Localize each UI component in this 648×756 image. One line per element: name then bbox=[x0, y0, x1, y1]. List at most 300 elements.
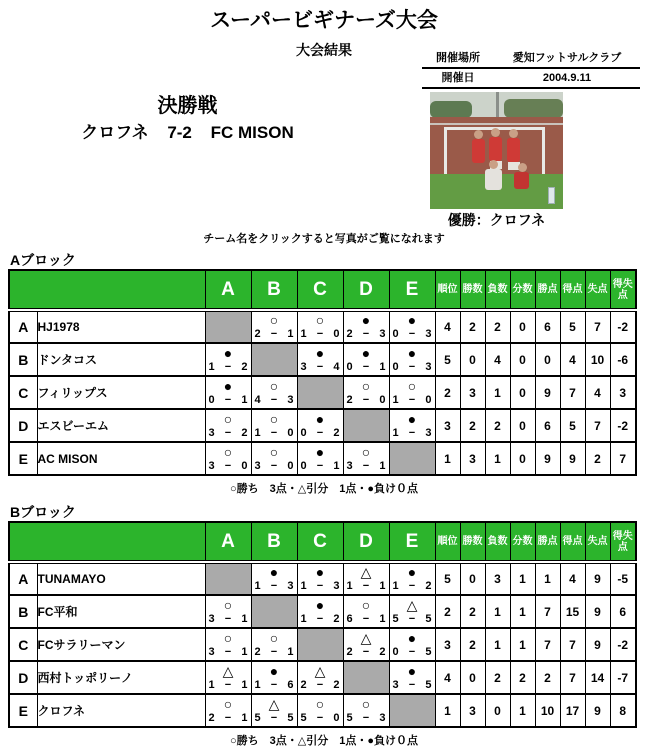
team-row bbox=[9, 442, 636, 475]
result-symbol: ○ bbox=[269, 630, 279, 646]
result-symbol: ○ bbox=[315, 696, 325, 712]
stat-value: 2 bbox=[485, 661, 510, 694]
stat-value: 6 bbox=[535, 409, 560, 442]
winner-caption: 優勝：クロフネ bbox=[447, 212, 546, 228]
column-header: E bbox=[389, 270, 435, 310]
score-dash: − bbox=[224, 427, 232, 439]
score-dash: − bbox=[362, 580, 370, 592]
score-left: 3 bbox=[254, 460, 261, 472]
column-header: A bbox=[205, 522, 251, 562]
score-right: 2 bbox=[333, 613, 340, 625]
match-result-cell bbox=[251, 376, 297, 409]
stat-value: 0 bbox=[460, 343, 485, 376]
score-dash: − bbox=[316, 580, 324, 592]
team-name-link[interactable]: ドンタコス bbox=[37, 353, 98, 367]
score-right: 3 bbox=[379, 712, 386, 724]
match-score bbox=[390, 679, 435, 693]
stat-value: 0 bbox=[485, 694, 510, 727]
match-score bbox=[298, 427, 343, 441]
score-right: 5 bbox=[425, 679, 432, 691]
score-left: 2 bbox=[346, 328, 353, 340]
score-left: 3 bbox=[208, 460, 215, 472]
score-right: 1 bbox=[241, 613, 248, 625]
stat-header: 勝点 bbox=[535, 522, 560, 562]
score-dash: − bbox=[270, 679, 278, 691]
page-subtitle: 大会結果 bbox=[296, 42, 352, 58]
score-dash: − bbox=[224, 679, 232, 691]
venue-value: 愛知フットサルクラブ bbox=[512, 52, 622, 64]
match-score bbox=[298, 712, 343, 726]
diagonal-cell bbox=[205, 310, 251, 343]
score-left: 3 bbox=[392, 679, 399, 691]
stat-value: -2 bbox=[610, 409, 636, 442]
stat-value: 7 bbox=[535, 595, 560, 628]
diagonal-cell bbox=[205, 562, 251, 595]
score-dash: − bbox=[408, 613, 416, 625]
stat-value: 9 bbox=[585, 595, 610, 628]
match-result-cell bbox=[297, 562, 343, 595]
score-dash: − bbox=[270, 460, 278, 472]
score-left: 3 bbox=[346, 460, 353, 472]
score-dash: − bbox=[362, 361, 370, 373]
column-header: C bbox=[297, 270, 343, 310]
stat-value: 4 bbox=[485, 343, 510, 376]
match-score bbox=[298, 361, 343, 375]
team-name-link[interactable]: FCサラリーマン bbox=[37, 638, 126, 652]
team-name-link[interactable]: AC MISON bbox=[37, 451, 98, 466]
stat-header: 分数 bbox=[510, 270, 535, 310]
result-symbol: ● bbox=[407, 411, 417, 427]
team-name-link[interactable]: TUNAMAYO bbox=[37, 572, 106, 586]
column-header: B bbox=[251, 270, 297, 310]
stat-value: 14 bbox=[585, 661, 610, 694]
stat-header: 得点 bbox=[560, 270, 585, 310]
team-name-link[interactable]: FC平和 bbox=[37, 605, 78, 619]
match-result-cell bbox=[343, 376, 389, 409]
score-right: 5 bbox=[287, 712, 294, 724]
stat-value: 10 bbox=[585, 343, 610, 376]
score-left: 4 bbox=[254, 394, 261, 406]
match-score bbox=[344, 613, 389, 627]
match-score bbox=[298, 679, 343, 693]
stat-value: 3 bbox=[435, 409, 460, 442]
match-result-cell bbox=[389, 310, 435, 343]
matrix-corner-cell bbox=[9, 270, 205, 310]
team-name-link[interactable]: クロフネ bbox=[37, 704, 86, 718]
stat-value: 2 bbox=[485, 310, 510, 343]
score-dash: − bbox=[362, 460, 370, 472]
match-result-cell bbox=[205, 694, 251, 727]
result-symbol: ○ bbox=[315, 312, 325, 328]
match-result-cell bbox=[297, 409, 343, 442]
stat-value: 1 bbox=[485, 376, 510, 409]
stat-value: 1 bbox=[535, 562, 560, 595]
stat-value: 2 bbox=[460, 628, 485, 661]
final-score-line bbox=[0, 122, 375, 144]
result-symbol: ○ bbox=[269, 444, 279, 460]
score-right: 0 bbox=[287, 427, 294, 439]
score-left: 5 bbox=[346, 712, 353, 724]
match-score bbox=[298, 580, 343, 594]
result-symbol: ● bbox=[269, 663, 279, 679]
match-score bbox=[390, 646, 435, 660]
photo-rail bbox=[430, 123, 563, 125]
match-score bbox=[344, 712, 389, 726]
match-result-cell bbox=[297, 595, 343, 628]
score-right: 3 bbox=[287, 394, 294, 406]
result-symbol: ○ bbox=[361, 696, 371, 712]
score-right: 1 bbox=[241, 712, 248, 724]
result-symbol: ○ bbox=[269, 378, 279, 394]
match-score bbox=[390, 580, 435, 594]
match-score bbox=[252, 460, 297, 474]
photo-bottle bbox=[548, 187, 555, 204]
block-b-section bbox=[0, 504, 648, 748]
result-symbol: ○ bbox=[223, 411, 233, 427]
stat-value: 4 bbox=[435, 310, 460, 343]
score-dash: − bbox=[408, 328, 416, 340]
diagonal-cell bbox=[251, 595, 297, 628]
match-result-cell bbox=[297, 661, 343, 694]
date-value: 2004.9.11 bbox=[542, 72, 592, 84]
stat-header: 順位 bbox=[435, 522, 460, 562]
score-left: 1 bbox=[208, 361, 215, 373]
team-row bbox=[9, 562, 636, 595]
stat-value: 17 bbox=[560, 694, 585, 727]
stat-value: -2 bbox=[610, 310, 636, 343]
match-score bbox=[206, 712, 251, 726]
score-left: 0 bbox=[208, 394, 215, 406]
match-score bbox=[206, 427, 251, 441]
team-name-link[interactable]: フィリップス bbox=[37, 386, 108, 400]
team-letter: E bbox=[9, 442, 37, 475]
stat-header: 勝数 bbox=[460, 522, 485, 562]
score-left: 1 bbox=[300, 328, 307, 340]
score-dash: − bbox=[408, 646, 416, 658]
match-score bbox=[390, 394, 435, 408]
score-right: 2 bbox=[241, 361, 248, 373]
team-row bbox=[9, 661, 636, 694]
stat-value: -5 bbox=[610, 562, 636, 595]
stat-header: 順位 bbox=[435, 270, 460, 310]
score-left: 0 bbox=[300, 427, 307, 439]
result-symbol: ● bbox=[223, 345, 233, 361]
stat-value: 6 bbox=[610, 595, 636, 628]
score-dash: − bbox=[224, 361, 232, 373]
score-right: 0 bbox=[333, 712, 340, 724]
stat-value: 0 bbox=[510, 343, 535, 376]
score-dash: − bbox=[270, 580, 278, 592]
event-info-table bbox=[422, 50, 640, 90]
match-result-cell bbox=[251, 562, 297, 595]
score-right: 1 bbox=[379, 460, 386, 472]
stat-value: 15 bbox=[560, 595, 585, 628]
team-row bbox=[9, 595, 636, 628]
stat-value: 7 bbox=[610, 442, 636, 475]
result-symbol: ● bbox=[407, 345, 417, 361]
final-match-block bbox=[0, 90, 375, 144]
result-symbol: ○ bbox=[223, 597, 233, 613]
stat-value: 2 bbox=[435, 376, 460, 409]
match-score bbox=[298, 460, 343, 474]
stat-value: 3 bbox=[460, 376, 485, 409]
match-result-cell bbox=[343, 595, 389, 628]
score-right: 0 bbox=[241, 460, 248, 472]
column-header: B bbox=[251, 522, 297, 562]
match-score bbox=[344, 460, 389, 474]
stat-value: 1 bbox=[435, 694, 460, 727]
final-section bbox=[0, 90, 648, 226]
winner-photo-wrap bbox=[430, 92, 563, 229]
diagonal-cell bbox=[343, 661, 389, 694]
match-score bbox=[252, 646, 297, 660]
block-label: Bブロック bbox=[10, 504, 76, 520]
stat-value: 0 bbox=[510, 310, 535, 343]
match-result-cell bbox=[251, 628, 297, 661]
match-result-cell bbox=[389, 409, 435, 442]
result-matrix-table bbox=[8, 521, 637, 728]
match-result-cell bbox=[205, 661, 251, 694]
match-result-cell bbox=[389, 343, 435, 376]
stat-value: 2 bbox=[460, 310, 485, 343]
score-right: 2 bbox=[333, 427, 340, 439]
stat-value: 2 bbox=[435, 595, 460, 628]
team-name-link[interactable]: エスビーエム bbox=[37, 419, 110, 433]
stat-value: 4 bbox=[560, 562, 585, 595]
stat-value: 8 bbox=[610, 694, 636, 727]
score-right: 0 bbox=[425, 394, 432, 406]
score-right: 3 bbox=[333, 580, 340, 592]
team-name-cell bbox=[37, 409, 205, 442]
match-result-cell bbox=[343, 343, 389, 376]
team-name-cell bbox=[37, 694, 205, 727]
stat-value: 2 bbox=[510, 661, 535, 694]
result-symbol: ○ bbox=[361, 597, 371, 613]
match-score bbox=[206, 460, 251, 474]
result-symbol: ● bbox=[315, 597, 325, 613]
score-left: 5 bbox=[254, 712, 261, 724]
matrix-corner-cell bbox=[9, 522, 205, 562]
diagonal-cell bbox=[251, 343, 297, 376]
stat-value: 3 bbox=[485, 562, 510, 595]
score-dash: − bbox=[224, 460, 232, 472]
stat-value: 10 bbox=[535, 694, 560, 727]
match-result-cell bbox=[297, 442, 343, 475]
score-dash: − bbox=[270, 427, 278, 439]
stat-value: 7 bbox=[560, 661, 585, 694]
result-symbol: ● bbox=[315, 411, 325, 427]
team-name-link[interactable]: 西村トッポリーノ bbox=[37, 671, 133, 685]
score-right: 1 bbox=[379, 361, 386, 373]
final-team-right-link[interactable]: FC MISON bbox=[210, 123, 294, 142]
match-score bbox=[344, 361, 389, 375]
stat-value: 1 bbox=[510, 595, 535, 628]
match-score bbox=[390, 427, 435, 441]
score-right: 1 bbox=[287, 646, 294, 658]
stat-header: 分数 bbox=[510, 522, 535, 562]
score-dash: − bbox=[362, 613, 370, 625]
stat-value: 4 bbox=[560, 343, 585, 376]
score-right: 2 bbox=[379, 646, 386, 658]
result-symbol: ● bbox=[315, 444, 325, 460]
score-left: 2 bbox=[254, 328, 261, 340]
stat-value: 3 bbox=[460, 442, 485, 475]
team-letter: C bbox=[9, 628, 37, 661]
match-result-cell bbox=[251, 661, 297, 694]
match-result-cell bbox=[343, 562, 389, 595]
stat-header: 得点 bbox=[560, 522, 585, 562]
score-dash: − bbox=[316, 328, 324, 340]
stat-value: 9 bbox=[535, 376, 560, 409]
score-dash: − bbox=[316, 712, 324, 724]
venue-row bbox=[422, 50, 640, 69]
stat-value: 3 bbox=[460, 694, 485, 727]
photo-tree bbox=[430, 101, 472, 118]
score-left: 3 bbox=[208, 613, 215, 625]
stat-value: 5 bbox=[560, 310, 585, 343]
stat-value: 2 bbox=[460, 409, 485, 442]
match-result-cell bbox=[297, 310, 343, 343]
match-result-cell bbox=[343, 442, 389, 475]
team-letter: D bbox=[9, 661, 37, 694]
stat-value: 1 bbox=[485, 442, 510, 475]
team-row bbox=[9, 409, 636, 442]
score-left: 0 bbox=[392, 361, 399, 373]
score-right: 1 bbox=[241, 394, 248, 406]
stat-value: 3 bbox=[610, 376, 636, 409]
result-symbol: ○ bbox=[223, 630, 233, 646]
score-dash: − bbox=[224, 646, 232, 658]
score-right: 2 bbox=[333, 679, 340, 691]
diagonal-cell bbox=[389, 694, 435, 727]
team-name-link[interactable]: HJ1978 bbox=[37, 320, 80, 334]
result-symbol: ○ bbox=[223, 444, 233, 460]
score-dash: − bbox=[408, 361, 416, 373]
match-score bbox=[206, 646, 251, 660]
match-score bbox=[252, 580, 297, 594]
match-score bbox=[298, 613, 343, 627]
match-score bbox=[252, 328, 297, 342]
stat-value: 9 bbox=[535, 442, 560, 475]
result-symbol: ● bbox=[407, 312, 417, 328]
score-left: 1 bbox=[254, 679, 261, 691]
score-right: 0 bbox=[333, 328, 340, 340]
click-note: チーム名をクリックすると写真がご覧になれます bbox=[203, 233, 445, 245]
match-score bbox=[344, 646, 389, 660]
match-result-cell bbox=[389, 562, 435, 595]
score-dash: − bbox=[408, 394, 416, 406]
score-dash: − bbox=[270, 646, 278, 658]
score-right: 6 bbox=[287, 679, 294, 691]
stat-value: 7 bbox=[585, 409, 610, 442]
score-right: 3 bbox=[379, 328, 386, 340]
score-right: 5 bbox=[425, 613, 432, 625]
team-letter: C bbox=[9, 376, 37, 409]
result-symbol: ○ bbox=[407, 378, 417, 394]
team-name-cell bbox=[37, 562, 205, 595]
score-left: 1 bbox=[254, 427, 261, 439]
match-result-cell bbox=[205, 595, 251, 628]
match-result-cell bbox=[205, 442, 251, 475]
stat-value: 1 bbox=[510, 628, 535, 661]
team-name-cell bbox=[37, 595, 205, 628]
column-header: A bbox=[205, 270, 251, 310]
score-left: 5 bbox=[392, 613, 399, 625]
diagonal-cell bbox=[343, 409, 389, 442]
result-symbol: △ bbox=[360, 630, 372, 646]
match-score bbox=[206, 361, 251, 375]
photo-player bbox=[514, 172, 529, 189]
stat-value: 0 bbox=[535, 343, 560, 376]
team-name-cell bbox=[37, 628, 205, 661]
stat-value: 7 bbox=[535, 628, 560, 661]
score-right: 1 bbox=[333, 460, 340, 472]
score-dash: − bbox=[316, 427, 324, 439]
match-score bbox=[344, 328, 389, 342]
score-left: 6 bbox=[346, 613, 353, 625]
venue-label: 開催場所 bbox=[436, 52, 480, 64]
match-result-cell bbox=[251, 310, 297, 343]
score-right: 1 bbox=[379, 580, 386, 592]
team-name-cell bbox=[37, 376, 205, 409]
score-right: 3 bbox=[425, 361, 432, 373]
stat-value: 7 bbox=[560, 376, 585, 409]
match-result-cell bbox=[205, 628, 251, 661]
score-right: 1 bbox=[241, 679, 248, 691]
score-left: 0 bbox=[300, 460, 307, 472]
team-letter: A bbox=[9, 562, 37, 595]
photo-player-head bbox=[489, 160, 498, 169]
score-dash: − bbox=[316, 613, 324, 625]
result-symbol: ● bbox=[407, 564, 417, 580]
score-left: 1 bbox=[392, 427, 399, 439]
stat-value: 9 bbox=[585, 694, 610, 727]
stat-value: 0 bbox=[510, 376, 535, 409]
stat-header: 失点 bbox=[585, 270, 610, 310]
score-right: 2 bbox=[241, 427, 248, 439]
match-score bbox=[252, 394, 297, 408]
team-name-cell bbox=[37, 661, 205, 694]
match-result-cell bbox=[251, 694, 297, 727]
stat-value: 0 bbox=[460, 562, 485, 595]
stat-value: 9 bbox=[560, 442, 585, 475]
score-right: 1 bbox=[287, 328, 294, 340]
block-label: Aブロック bbox=[10, 252, 76, 268]
stat-value: 0 bbox=[510, 409, 535, 442]
score-dash: − bbox=[224, 394, 232, 406]
score-right: 1 bbox=[241, 646, 248, 658]
match-score bbox=[390, 613, 435, 627]
score-left: 2 bbox=[300, 679, 307, 691]
result-symbol: ● bbox=[361, 345, 371, 361]
page-title: スーパービギナーズ大会 bbox=[210, 9, 438, 32]
stat-header: 得失点 bbox=[610, 522, 636, 562]
winner-photo bbox=[430, 92, 563, 209]
final-team-left-link[interactable]: クロフネ bbox=[81, 123, 149, 142]
scoring-legend: ○勝ち 3点・△引分 1点・●負け０点 bbox=[230, 735, 418, 747]
stat-header: 勝数 bbox=[460, 270, 485, 310]
match-result-cell bbox=[205, 376, 251, 409]
team-letter: B bbox=[9, 595, 37, 628]
score-left: 3 bbox=[208, 427, 215, 439]
match-result-cell bbox=[389, 595, 435, 628]
stat-header: 得失点 bbox=[610, 270, 636, 310]
stat-value: 1 bbox=[485, 628, 510, 661]
date-label: 開催日 bbox=[441, 72, 475, 84]
result-symbol: ○ bbox=[269, 411, 279, 427]
stat-value: 3 bbox=[435, 628, 460, 661]
match-result-cell bbox=[343, 310, 389, 343]
